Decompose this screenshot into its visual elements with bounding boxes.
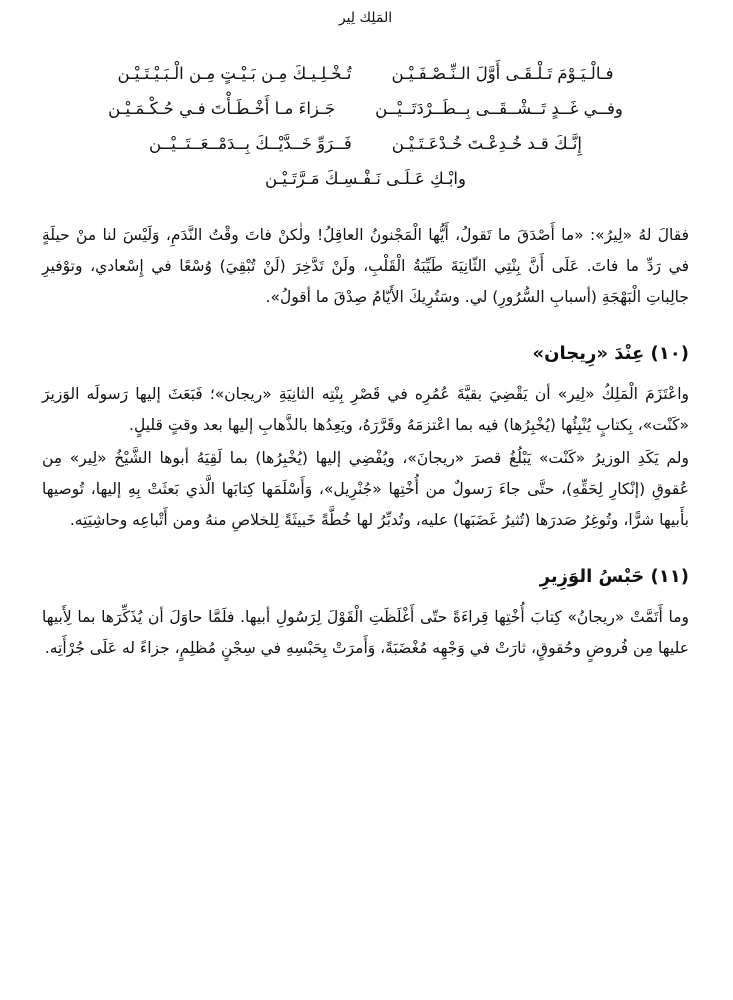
poem <box>42 56 689 196</box>
poem-hemistich-second: جَـزاءَ مـا أَخْـطَـأْتَ فـي حُـكْـمَـيْـن <box>108 99 336 118</box>
body-paragraph: وما أَتَمَّتْ «ريجانُ» كِتابَ أُخْتِها قِراءَةً حتّى أَغْلَظَتِ الْقَوْلَ لِرَسُولِ أبيها. فلَمَّا حاوَلَ أن يُذَكِّرَها بما لِأَبيها عليها مِن فُروضٍ وحُقوقٍ، ثارَتْ في وَجْهِه مُغْضَبَةً، وَأَمرَتْ بِحَبْسِهِ في سِجْنٍ مُظلِمٍ، جزاءً له عَلَى جُرْأَتِه. <box>42 608 689 657</box>
poem-hemistich-first: إِنَّـكَ قـد خُـدِعْـتَ خُـدْعَـتَـيْـن <box>391 134 582 153</box>
section-heading-11: (١١) حَبْسُ الوَزِيرِ <box>539 566 689 587</box>
poem-verse <box>42 126 689 161</box>
poem-verse <box>42 161 689 196</box>
poem-hemistich-second: تُـخْـلِـيـكَ مِـن بَـيْـتٍ مِـن الْـبَـيْـتَـيْـن <box>117 64 352 83</box>
poem-hemistich-first: فـالْـيَـوْمَ تَـلْـقَـى أَوَّلَ الـنِّـصْـفَـيْـن <box>391 64 614 83</box>
poem-hemistich-single: وابْـكِ عَـلَـى نَـفْـسِـكَ مَـرَّتَـيْـن <box>265 169 466 188</box>
poem-verse <box>42 91 689 126</box>
running-title: المَلِك لِير <box>338 10 393 26</box>
body-paragraph: ولم يَكَدِ الوزيرُ «كَنْت» يَبْلُغُ قصرَ «ريجانَ»، ويُفْضِي إليها (يُخْبِرُها) بما لَقِيَهُ أبوها الشَّيْخُ «لِير» مِن عُقوقِ (إنْكارِ لِحَقِّهِ)، حتَّى جاءَ رَسولٌ من أُخْتِها «جُنْرِيل»، وَأَسْلَمَها كِتابَها الَّذي بَعثَتْ بِهِ إليها، تُوصيها بأَبيها شرًّا، وتُوغِرُ صَدرَها (تُثيرُ غَضَبَها) عليه، وتُدبِّرُ لها خُطَّةً خَبيثَةً لِلخلاصِ منهُ ومن أَتْباعِه وحاشِيَتِه. <box>42 449 689 529</box>
body-paragraph: واعْتَزَمَ الْمَلِكُ «لِير» أن يَقْضِيَ بقيَّةَ عُمُرِه في قَصْرِ بِنْتِه الثانِيَةِ «ريجان»؛ فَبَعَثَ إليها رَسولَه الوَزيرَ «كَنْت»، بِكتابٍ يُنْبِئُها (يُخْبِرُها) فيه بما اعْتزمَهُ وقَرَّرَهُ، ويَعِدُها بالذَّهابِ إليها بعد وقتٍ قليلٍ. <box>42 385 689 434</box>
poem-hemistich-second: فَــرَوِّ خَــدَّيْــكَ بِــدَمْــعَــتَــيْــن <box>149 134 352 153</box>
poem-verse <box>42 56 689 91</box>
section-heading-10: (١٠) عِنْدَ «رِيجان» <box>532 343 689 364</box>
body-paragraph: فقالَ لهُ «لِيرُ»: «ما أَصْدَقَ ما تَقولُ، أَيُّها الْمَجْنونُ العاقِلُ! ولٰكنْ فاتَ وقْتُ النَّدَمِ، وَلَيْسَ لنا منْ حيلَةٍ في رَدِّ ما فاتَ. عَلَى أَنَّ بِنْتِي الثّانِيَةَ طَيِّبَةُ الْقَلْبِ، ولَنْ تَدَّخِرَ (لَنْ تُبْقِيَ) وُسْعًا في إِسْعادي، وتوْفيرِ جالِباتِ الْبَهْجَةِ (أسبابِ السُّرُورِ) لي. وسَتُرِيكَ الأَيّامُ صِدْقَ ما أقولُ». <box>42 226 689 306</box>
poem-hemistich-first: وفــي غَــدٍ تَــشْــقَــى بِــطَــرْدَتَــيْــن <box>375 99 623 118</box>
